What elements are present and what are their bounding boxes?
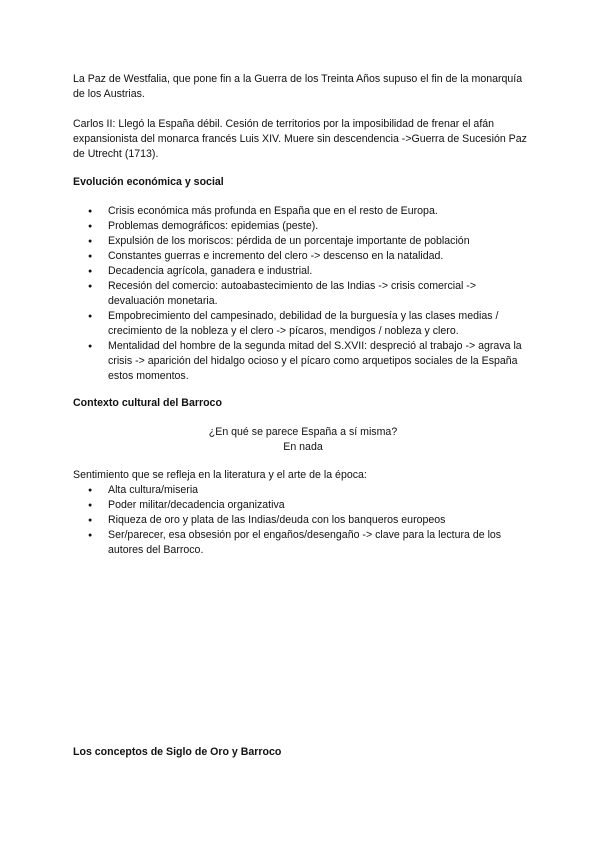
- list-item: ● Alta cultura/miseria: [73, 483, 533, 498]
- list-item: ● Expulsión de los moriscos: pérdida de un porcentaje importante de población: [73, 234, 533, 249]
- heading-contexto-cultural: Contexto cultural del Barroco: [73, 397, 222, 409]
- centered-answer: En nada: [283, 441, 323, 453]
- list-item: ● Decadencia agrícola, ganadera e industrial.: [73, 264, 533, 279]
- heading-conceptos: Los conceptos de Siglo de Oro y Barroco: [73, 746, 282, 758]
- list-item: ● Problemas demográficos: epidemias (peste).: [73, 219, 533, 234]
- list-item: ● Riqueza de oro y plata de las Indias/deuda con los banqueros europeos: [73, 513, 533, 528]
- list-item: ● Mentalidad del hombre de la segunda mitad del S.XVII: despreció al trabajo -> agrava la crisis -> aparición del hidalgo ocioso y el pícaro como arquetipos sociales de la España estos momentos.: [73, 339, 533, 384]
- list-evolucion-economica: [73, 204, 533, 384]
- centered-question: ¿En qué se parece España a sí misma?: [208, 426, 398, 438]
- intro-paragraph-carlos-ii: Carlos II: Llegó la España débil. Cesión de territorios por la imposibilidad de frenar el afán expansionista del monarca francés Luis XIV. Muere sin descendencia ->Guerra de Sucesión Paz de Utrecht (1713).: [73, 118, 527, 160]
- list-item: ● Crisis económica más profunda en España que en el resto de Europa.: [73, 204, 533, 219]
- list-item: ● Empobrecimiento del campesinado, debilidad de la burguesía y las clases medias / crecimiento de la nobleza y el clero -> pícaros, mendigos / nobleza y clero.: [73, 309, 533, 339]
- list-item: ● Ser/parecer, esa obsesión por el engaños/desengaño -> clave para la lectura de los autores del Barroco.: [73, 528, 533, 558]
- list-item: ● Poder militar/decadencia organizativa: [73, 498, 533, 513]
- list-contexto-cultural: [73, 483, 533, 558]
- list-item: ● Constantes guerras e incremento del clero -> descenso en la natalidad.: [73, 249, 533, 264]
- intro-paragraph-westfalia: La Paz de Westfalia, que pone fin a la Guerra de los Treinta Años supuso el fin de la monarquía de los Austrias.: [73, 73, 523, 100]
- list-item: ● Recesión del comercio: autoabastecimiento de las Indias -> crisis comercial -> devaluación monetaria.: [73, 279, 533, 309]
- heading-evolucion-economica: Evolución económica y social: [73, 176, 224, 188]
- cultural-intro: Sentimiento que se refleja en la literatura y el arte de la época:: [73, 469, 367, 481]
